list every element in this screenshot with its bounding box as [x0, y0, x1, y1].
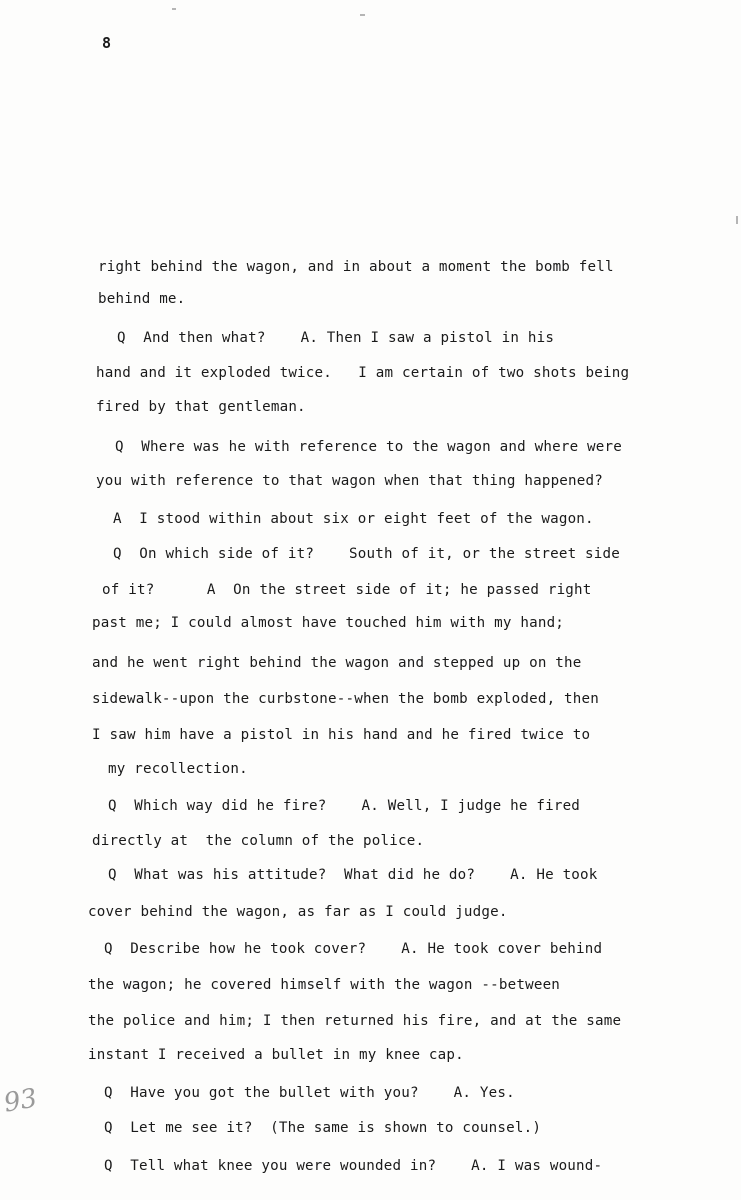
transcript-line: my recollection.	[108, 761, 248, 777]
page-number: 8	[102, 34, 112, 52]
question-line: Q Describe how he took cover? A. He took cover behind	[104, 941, 603, 957]
question-line: Q What was his attitude? What did he do? A. He took	[108, 867, 598, 883]
question-line: Q Tell what knee you were wounded in? A. I was wound-	[104, 1158, 603, 1174]
transcript-line: hand and it exploded twice. I am certain of two shots being	[96, 365, 630, 381]
paper-speck	[360, 14, 365, 16]
question-line: Q On which side of it? South of it, or the street side	[113, 546, 621, 562]
transcript-line: instant I received a bullet in my knee cap.	[88, 1047, 464, 1063]
handwritten-margin-note: 93	[1, 1083, 40, 1119]
question-line: Q Have you got the bullet with you? A. Yes.	[104, 1085, 515, 1101]
transcript-line: you with reference to that wagon when that thing happened?	[96, 473, 604, 489]
question-line: Q And then what? A. Then I saw a pistol in his	[117, 330, 555, 346]
paper-speck	[172, 8, 176, 10]
question-line: Q Where was he with reference to the wagon and where were	[115, 439, 623, 455]
transcript-line: and he went right behind the wagon and stepped up on the	[92, 655, 582, 671]
transcript-line: fired by that gentleman.	[96, 399, 306, 415]
transcript-line: of it? A On the street side of it; he passed right	[102, 582, 592, 598]
question-line: Q Which way did he fire? A. Well, I judge he fired	[108, 798, 581, 814]
transcript-line: I saw him have a pistol in his hand and he fired twice to	[92, 727, 591, 743]
transcript-line: right behind the wagon, and in about a moment the bomb fell	[98, 259, 614, 275]
transcript-line: sidewalk--upon the curbstone--when the bomb exploded, then	[92, 691, 600, 707]
paper-speck	[736, 216, 738, 224]
transcript-line: the police and him; I then returned his fire, and at the same	[88, 1013, 622, 1029]
answer-line: A I stood within about six or eight feet of the wagon.	[113, 511, 594, 527]
transcript-line: past me; I could almost have touched him with my hand;	[92, 615, 565, 631]
transcript-line: cover behind the wagon, as far as I could judge.	[88, 904, 508, 920]
transcript-line: behind me.	[98, 291, 186, 307]
transcript-line: directly at the column of the police.	[92, 833, 425, 849]
question-line: Q Let me see it? (The same is shown to counsel.)	[104, 1120, 542, 1136]
transcript-line: the wagon; he covered himself with the wagon --between	[88, 977, 561, 993]
